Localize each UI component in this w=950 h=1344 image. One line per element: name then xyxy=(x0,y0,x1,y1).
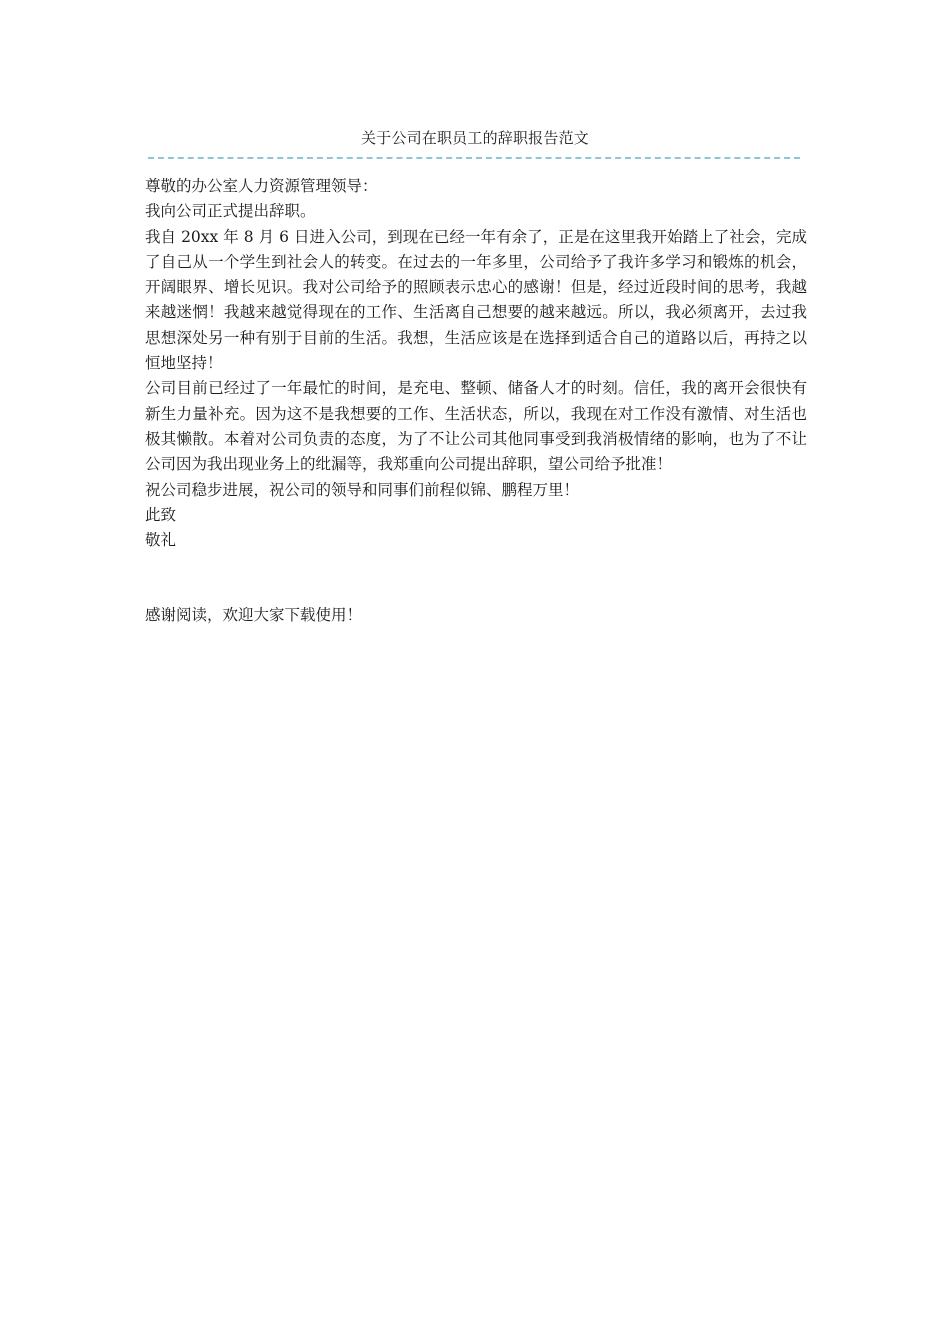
closing-cizhi: 此致 xyxy=(145,505,177,524)
body-paragraph-2: 公司目前已经过了一年最忙的时间，是充电、整顿、储备人才的时刻。信任，我的离开会很快有新生力量补充。因为这不是我想要的工作、生活状态，所以，我现在对工作没有激情、对生活也极其懒散。本着对公司负责的态度，为了不让公司其他同事受到我消极情绪的影响，也为了不让公司因为我出现业务上的纰漏等，我郑重向公司提出辞职，望公司给予批准！ xyxy=(145,379,807,474)
body-paragraph-1: 我自 20xx 年 8 月 6 日进入公司，到现在已经一年有余了，正是在这里我开始踏上了社会，完成了自己从一个学生到社会人的转变。在过去的一年多里，公司给予了我许多学习和锻炼的机会，开阔眼界、增长见识。我对公司给予的照顾表示忠心的感谢！但是，经过近段时间的思考，我越来越迷惘！我越来越觉得现在的工作、生活离自己想要的越来越远。所以，我必须离开，去过我思想深处另一种有别于目前的生活。我想，生活应该是在选择到适合自己的道路以后，再持之以恒地坚持！ xyxy=(145,227,807,373)
closing-wish: 祝公司稳步进展，祝公司的领导和同事们前程似锦、鹏程万里！ xyxy=(145,480,580,499)
salutation: 尊敬的办公室人力资源管理领导： xyxy=(145,177,378,195)
title-divider xyxy=(148,157,800,159)
document-title: 关于公司在职员工的辞职报告范文 xyxy=(360,129,589,147)
closing-jingli: 敬礼 xyxy=(145,531,177,550)
blank-space xyxy=(145,553,807,603)
document-body xyxy=(145,174,807,629)
footer-note: 感谢阅读，欢迎大家下载使用！ xyxy=(145,606,363,625)
opening-line: 我向公司正式提出辞职。 xyxy=(145,202,316,221)
